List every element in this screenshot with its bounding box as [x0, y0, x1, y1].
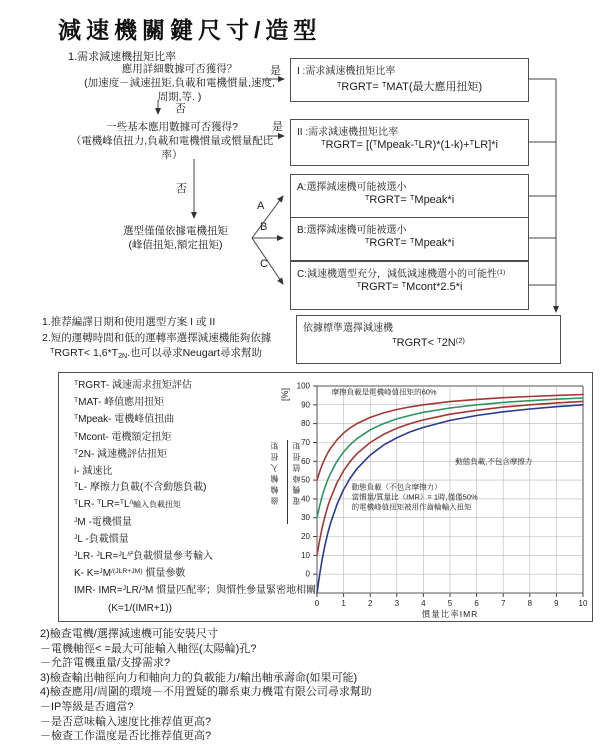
checklist-item: －檢查工作溫度是否比推荐值更高? — [40, 730, 212, 743]
svg-text:50: 50 — [301, 475, 310, 485]
checklist-item: 3)檢查輸出軸徑向力和軸向力的負載能力/輸出軸承壽命(如果可能) — [40, 671, 358, 684]
svg-text:7: 7 — [500, 599, 506, 608]
flow-box-b-title: B:選擇減速機可能被選小 — [297, 225, 407, 236]
svg-text:0: 0 — [314, 599, 320, 608]
legend-item: $^J$M -電機慣量 — [74, 516, 132, 528]
flow-box-a — [290, 174, 529, 218]
svg-text:80: 80 — [301, 419, 310, 429]
checklist-item: －允許電機重量/支撐需求? — [40, 657, 171, 670]
label-branch-c: C — [260, 258, 268, 270]
checklist-item: －是否意味輸入速度比推荐值更高? — [40, 715, 212, 728]
question-detailed-data: 應用詳細數據可否獲得？ (加速度－減速扭矩,負載和電機慣量,速度, 周期,等. ) — [84, 63, 275, 103]
flow-box-2 — [290, 119, 529, 166]
flow-box-b — [290, 217, 529, 261]
svg-text:30: 30 — [301, 513, 310, 523]
legend-item: $^T$MAT- 峰值應用扭矩 — [74, 397, 165, 409]
notes-formula: $^T$RGRT< 1,6*T2N.也可以尋求Neugart尋求幫助 — [50, 346, 262, 360]
svg-text:70: 70 — [301, 438, 310, 447]
flow-box-c-title: C:減速機選型充分，減低減速機選小的可能性$^{(1)}$ — [297, 268, 506, 280]
flow-box-standard-formula: $^T$RGRT< $^T2N^{(2)}$ — [392, 335, 465, 349]
svg-text:10: 10 — [578, 599, 588, 608]
legend-item: IMR- IMR=$^J$LR/$^J$M 慣量匹配率；與慣性參量緊密地相關 — [74, 585, 317, 597]
label-yes-1: 是 — [270, 65, 281, 77]
svg-text:5: 5 — [447, 599, 453, 608]
flow-box-b-formula: $^T$RGRT= $^T$Mpeak*i — [364, 235, 455, 249]
legend-item: $^T$LR- $^TLR=^TL^{/i}$輸入負載扭矩 — [74, 499, 181, 511]
flow-box-c-formula: $^T$RGRT= $^T$Mcont*2.5*i — [356, 279, 463, 293]
recommendation-notes: 1.推荐編譯日期和使用選型方案 I 或 II 2.短的運轉時間和低的運轉率選擇減速機能夠依據 $^T$RGRT< 1,6*T2N.也可以尋求Neugart尋求幫助 — [42, 315, 302, 363]
legend-item: $^T$L- 摩擦力負載(不含動態負載) — [74, 482, 207, 494]
legend-item: i- 減速比 — [74, 466, 113, 478]
svg-text:9: 9 — [554, 599, 559, 608]
flow-box-a-formula: $^T$RGRT= $^T$Mpeak*i — [364, 192, 455, 206]
label-no-2: 否 — [176, 183, 187, 195]
svg-text:1: 1 — [341, 599, 346, 608]
checklist-item: 4)檢查應用/周圍的環境－不用置疑的聯系東力機電有限公司尋求幫助 — [40, 686, 372, 699]
svg-text:20: 20 — [301, 532, 310, 541]
flow-box-standard — [296, 315, 561, 364]
page-title: 減速機關鍵尺寸/造型 — [58, 17, 322, 43]
flow-box-1-formula: $^T$RGRT= $^T$MAT(最大應用扭矩) — [336, 79, 483, 93]
legend-item: $^J$L -負載慣量 — [74, 533, 129, 545]
label-branch-b: B — [260, 221, 268, 233]
svg-text:10: 10 — [301, 550, 310, 560]
y-axis-denominator-label: 電機峰值扭矩 — [292, 439, 301, 505]
svg-text:6: 6 — [474, 599, 479, 608]
flow-box-a-title: A:選擇減速機可能被選小 — [297, 182, 407, 193]
flow-box-2-title: II :需求減速機扭矩比率 — [297, 127, 399, 138]
checklist-item: －IP等級是否適當? — [40, 700, 134, 713]
y-axis-unit-label: [%] — [280, 388, 290, 402]
legend-item: (K=1/(IMR+1)) — [108, 602, 172, 614]
svg-text:摩擦負載是電機峰值扭矩的60%: 摩擦負載是電機峰值扭矩的60% — [331, 387, 437, 397]
label-no-1: 否 — [175, 103, 186, 115]
svg-text:慣量比率IMR: 慣量比率IMR — [421, 609, 479, 618]
svg-text:3: 3 — [394, 599, 400, 608]
svg-text:40: 40 — [301, 494, 310, 504]
label-yes-2: 是 — [272, 121, 283, 133]
flow-box-2-formula: $^T$RGRT= [($^T$Mpeak-$^T$LR)*(1-k)+$^T$LR]*i — [321, 137, 498, 151]
legend-item: $^T$2N- 減速機評估扭矩 — [74, 448, 168, 460]
svg-text:4: 4 — [421, 599, 426, 608]
y-axis-numerator-label: 齒輪輸入扭矩 — [270, 439, 279, 505]
step1-label: 1.需求減速機扭矩比率 — [68, 51, 177, 63]
legend-item: $^J$LR- $^JLR=^JL^{/i^2}$負載慣量參考輸入 — [74, 550, 213, 563]
svg-text:2: 2 — [367, 599, 373, 608]
checklist-item: 2)檢查電機/選擇減速機可能安裝尺寸 — [40, 628, 218, 640]
svg-text:60: 60 — [301, 456, 310, 466]
question-basic-data: 一些基本應用數據可否獲得? （電機峰值扭力,負載和電機慣量或慣量配比 率） — [70, 121, 274, 161]
svg-text:100: 100 — [296, 381, 310, 391]
legend-item: $^T$RGRT- 減速需求扭矩評估 — [74, 379, 192, 391]
flow-box-1-title: I :需求減速機扭矩比率 — [297, 66, 396, 77]
flow-box-standard-title: 依據標準選擇減速機 — [303, 323, 393, 334]
checklist-item: －電機軸徑< =最大可能輸入軸徑(太陽輪)孔? — [40, 642, 257, 655]
svg-text:0: 0 — [305, 569, 310, 579]
legend-item: K- $K=^JM^{/(JLR+JM)}$ 慣量參數 — [74, 568, 186, 580]
node-motor-torque-only: 選型僅僅依據電機扭矩 (峰值扭矩,額定扭矩) — [123, 225, 228, 251]
legend-item: $^T$Mcont- 電機額定扭矩 — [74, 431, 172, 443]
svg-text:動態負載,不包含摩擦力: 動態負載,不包含摩擦力 — [455, 457, 533, 467]
flow-box-1 — [290, 58, 529, 102]
svg-text:8: 8 — [527, 599, 533, 608]
flow-box-c — [290, 261, 529, 310]
label-branch-a: A — [257, 200, 265, 212]
legend-item: $^T$Mpeak- 電機峰值扭曲 — [74, 414, 175, 426]
svg-text:90: 90 — [301, 400, 310, 410]
svg-text:動態負載（不包含摩擦力）當慣量/質量比（IMR）= 1時,僅: 動態負載（不包含摩擦力）當慣量/質量比（IMR）= 1時,僅僅50%的電機峰值扭矩被用作齒輪輸入扭矩 — [351, 482, 478, 512]
